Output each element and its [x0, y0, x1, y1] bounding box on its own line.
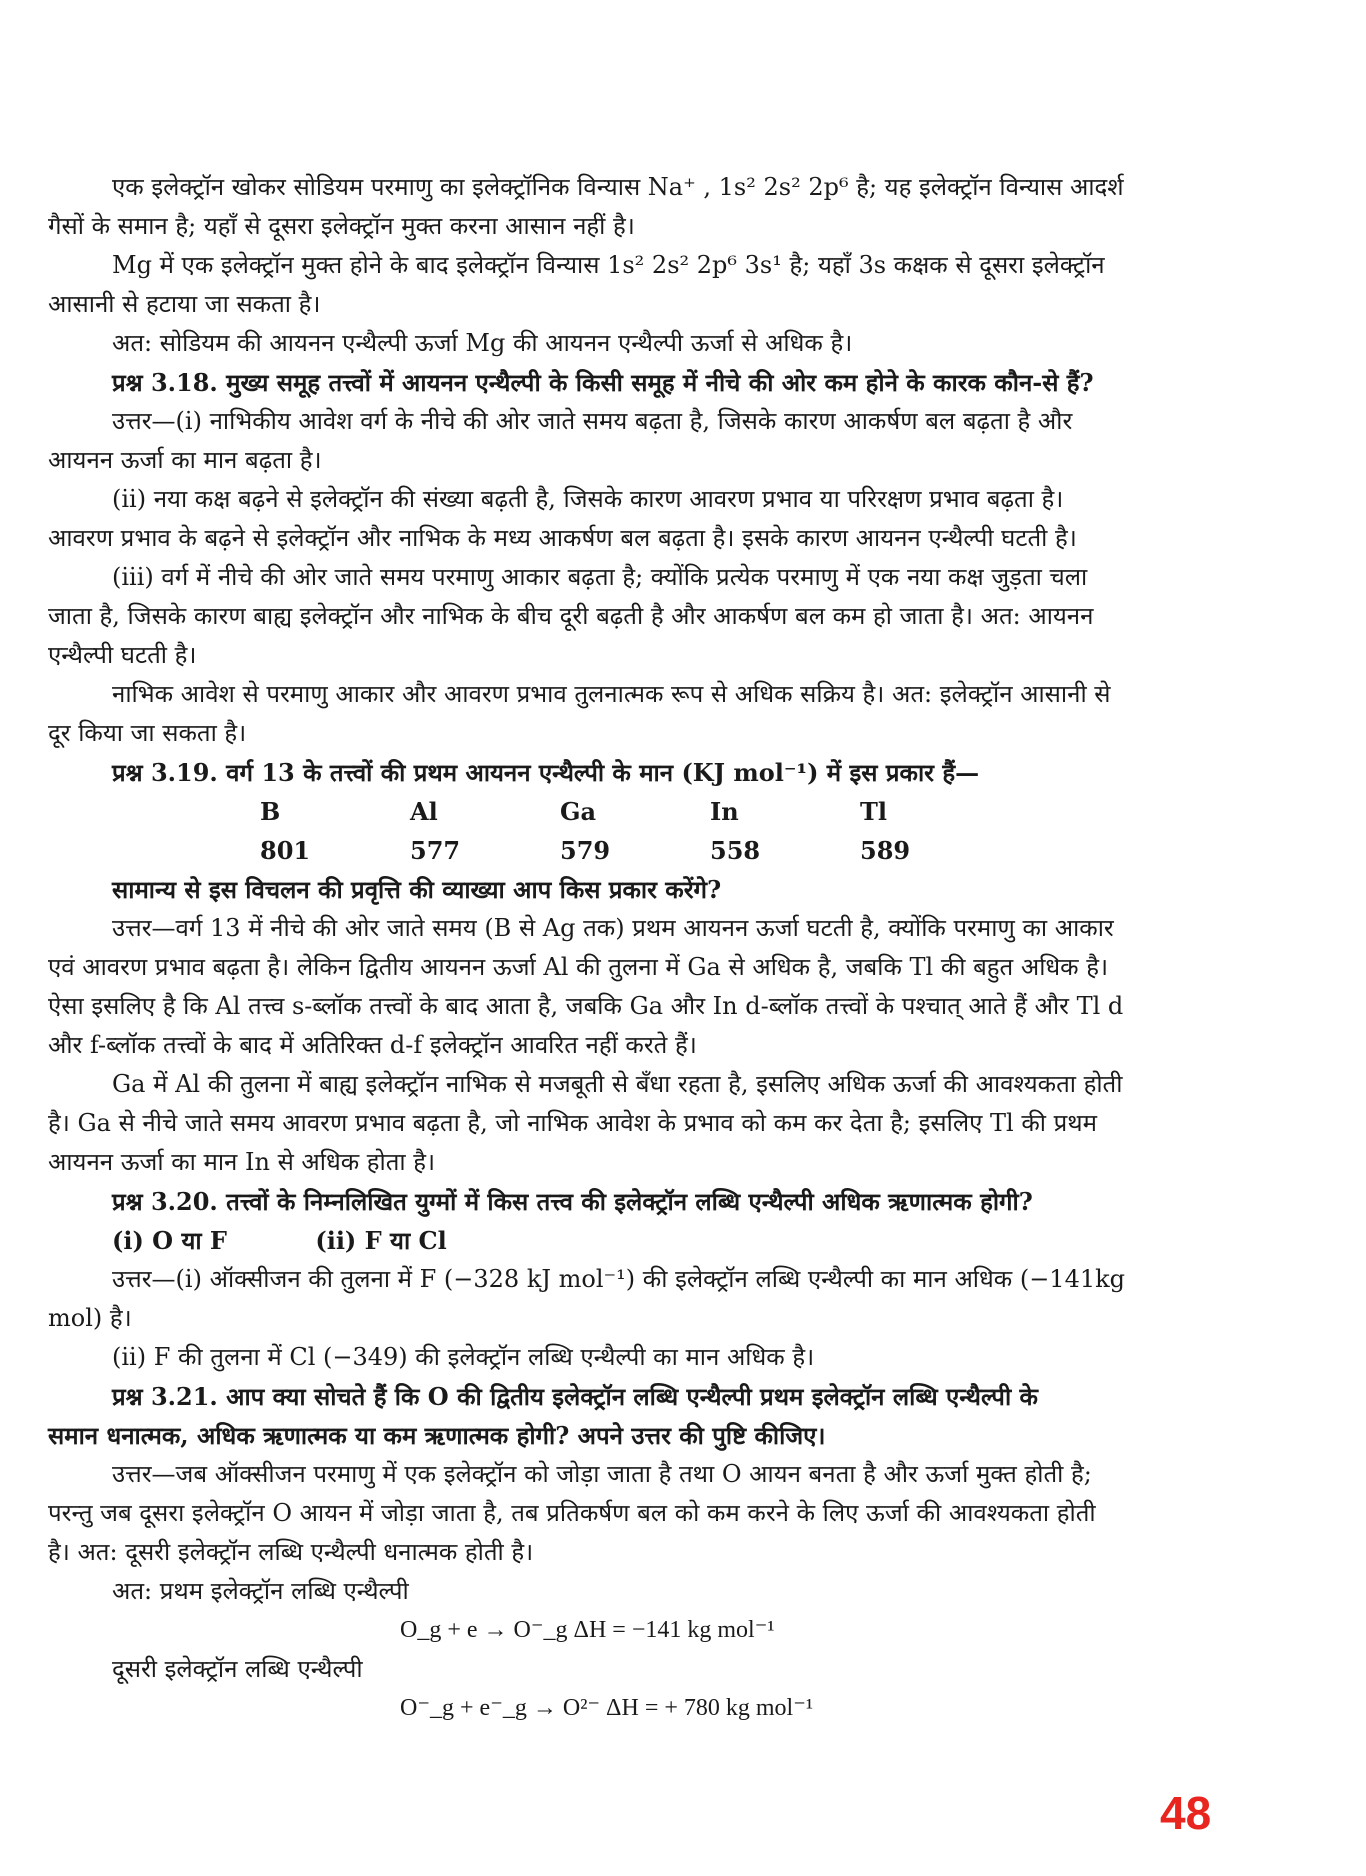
option-ii: (ii) F या Cl — [315, 1226, 447, 1255]
table-cell: 577 — [410, 836, 461, 865]
paragraph-line: गैसों के समान है; यहाँ से दूसरा इलेक्ट्रॉन मुक्त करना आसान नहीं है। — [48, 212, 635, 240]
table-cell: B — [260, 797, 281, 826]
table-cell: 558 — [710, 836, 761, 865]
answer-line: आयनन ऊर्जा का मान In से अधिक होता है। — [48, 1148, 436, 1176]
answer-line: और f-ब्लॉक तत्त्वों के बाद में अतिरिक्त d-f इलेक्ट्रॉन आवरित नहीं करते हैं। — [48, 1031, 697, 1059]
page-body — [48, 168, 1266, 1728]
answer-line: है। Ga से नीचे जाते समय आवरण प्रभाव बढ़ता है, जो नाभिक आवेश के प्रभाव को कम कर देता है; इसलिए Tl की प्रथम — [48, 1109, 1097, 1137]
answer-line: उत्तर—(i) नाभिकीय आवेश वर्ग के नीचे की ओर जाते समय बढ़ता है, जिसके कारण आकर्षण बल बढ़ता है और — [112, 407, 1073, 435]
table-cell: Ga — [560, 797, 597, 826]
question-options — [48, 1221, 1266, 1260]
question-3-21: प्रश्न 3.21. आप क्या सोचते हैं कि O की द्वितीय इलेक्ट्रॉन लब्धि एन्थैल्पी प्रथम इलेक्ट्रॉन लब्धि एन्थैल्पी के — [112, 1382, 1038, 1411]
answer-line: एवं आवरण प्रभाव बढ़ता है। लेकिन द्वितीय आयनन ऊर्जा Al की तुलना में Ga से अधिक है, जबकि Tl की बहुत अधिक है। — [48, 953, 1109, 981]
answer-line: दूसरी इलेक्ट्रॉन लब्धि एन्थैल्पी — [112, 1655, 363, 1683]
paragraph-line: अत: सोडियम की आयनन एन्थैल्पी ऊर्जा Mg की आयनन एन्थैल्पी ऊर्जा से अधिक है। — [112, 329, 853, 357]
question-3-19: प्रश्न 3.19. वर्ग 13 के तत्त्वों की प्रथम आयनन एन्थैल्पी के मान (KJ mol⁻¹) में इस प्रकार हैं— — [112, 758, 980, 787]
page-number: 48 — [1160, 1787, 1212, 1839]
answer-line: एन्थैल्पी घटती है। — [48, 641, 197, 669]
answer-line: (ii) नया कक्ष बढ़ने से इलेक्ट्रॉन की संख्या बढ़ती है, जिसके कारण आवरण प्रभाव या परिरक्षण प्रभाव बढ़ता है। — [112, 485, 1064, 513]
answer-line: उत्तर—वर्ग 13 में नीचे की ओर जाते समय (B से Ag तक) प्रथम आयनन ऊर्जा घटती है, क्योंकि परमाणु का आकार — [112, 914, 1114, 942]
answer-line: (ii) F की तुलना में Cl (−349) की इलेक्ट्रॉन लब्धि एन्थैल्पी का मान अधिक है। — [112, 1343, 815, 1371]
ionization-table — [260, 792, 1266, 870]
answer-line: ऐसा इसलिए है कि Al तत्त्व s-ब्लॉक तत्त्वों के बाद आता है, जबकि Ga और In d-ब्लॉक तत्त्वों के पश्चात् आते हैं और Tl d — [48, 992, 1124, 1020]
paragraph-line: Mg में एक इलेक्ट्रॉन मुक्त होने के बाद इलेक्ट्रॉन विन्यास 1s² 2s² 2p⁶ 3s¹ है; यहाँ 3s कक्षक से दूसरा इलेक्ट्रॉन — [112, 251, 1105, 279]
answer-line: जाता है, जिसके कारण बाह्य इलेक्ट्रॉन और नाभिक के बीच दूरी बढ़ती है और आकर्षण बल कम हो जाता है। अत: आयनन — [48, 602, 1094, 630]
answer-line: नाभिक आवेश से परमाणु आकार और आवरण प्रभाव तुलनात्मक रूप से अधिक सक्रिय है। अत: इलेक्ट्रॉन आसानी से — [112, 680, 1111, 708]
answer-line: दूर किया जा सकता है। — [48, 719, 247, 747]
paragraph-line: आसानी से हटाया जा सकता है। — [48, 290, 321, 318]
question-3-19-part-b: सामान्य से इस विचलन की प्रवृत्ति की व्याख्या आप किस प्रकार करेंगे? — [112, 875, 722, 904]
equation-first-electron-gain: O_g + e → O⁻_g ΔH = −141 kg mol⁻¹ — [400, 1617, 775, 1643]
answer-line: उत्तर—(i) ऑक्सीजन की तुलना में F (−328 kJ mol⁻¹) की इलेक्ट्रॉन लब्धि एन्थैल्पी का मान अधिक (−141kg — [112, 1265, 1126, 1293]
answer-line: (iii) वर्ग में नीचे की ओर जाते समय परमाणु आकार बढ़ता है; क्योंकि प्रत्येक परमाणु में एक नया कक्ष जुड़ता चला — [112, 563, 1088, 591]
answer-line: उत्तर—जब ऑक्सीजन परमाणु में एक इलेक्ट्रॉन को जोड़ा जाता है तथा O आयन बनता है और ऊर्जा मुक्त होती है; — [112, 1460, 1092, 1488]
answer-line: Ga में Al की तुलना में बाह्य इलेक्ट्रॉन नाभिक से मजबूती से बँधा रहता है, इसलिए अधिक ऊर्जा की आवश्यकता होती — [112, 1070, 1123, 1098]
option-i: (i) O या F — [112, 1226, 227, 1255]
question-3-20: प्रश्न 3.20. तत्त्वों के निम्नलिखित युग्मों में किस तत्त्व की इलेक्ट्रॉन लब्धि एन्थैल्पी अधिक ऋणात्मक होगी? — [112, 1187, 1033, 1216]
paragraph-line: एक इलेक्ट्रॉन खोकर सोडियम परमाणु का इलेक्ट्रॉनिक विन्यास Na⁺ , 1s² 2s² 2p⁶ है; यह इलेक्ट्रॉन विन्यास आदर्श — [112, 173, 1124, 201]
answer-line: आवरण प्रभाव के बढ़ने से इलेक्ट्रॉन और नाभिक के मध्य आकर्षण बल बढ़ता है। इसके कारण आयनन एन्थैल्पी घटती है। — [48, 524, 1077, 552]
answer-line: आयनन ऊर्जा का मान बढ़ता है। — [48, 446, 322, 474]
answer-line: mol) है। — [48, 1304, 132, 1332]
answer-line: है। अत: दूसरी इलेक्ट्रॉन लब्धि एन्थैल्पी धनात्मक होती है। — [48, 1538, 534, 1566]
table-cell: 589 — [860, 836, 911, 865]
answer-line: अत: प्रथम इलेक्ट्रॉन लब्धि एन्थैल्पी — [112, 1577, 409, 1605]
table-cell: In — [710, 797, 739, 826]
table-cell: Tl — [860, 797, 887, 826]
question-3-18: प्रश्न 3.18. मुख्य समूह तत्त्वों में आयनन एन्थैल्पी के किसी समूह में नीचे की ओर कम होने के कारक कौन-से हैं? — [112, 368, 1094, 397]
question-3-21-cont: समान धनात्मक, अधिक ऋणात्मक या कम ऋणात्मक होगी? अपने उत्तर की पुष्टि कीजिए। — [48, 1421, 826, 1450]
table-cell: 579 — [560, 836, 611, 865]
table-cell: 801 — [260, 836, 311, 865]
table-cell: Al — [410, 797, 438, 826]
equation-second-electron-gain: O⁻_g + e⁻_g → O²⁻ ΔH = + 780 kg mol⁻¹ — [400, 1695, 814, 1721]
answer-line: परन्तु जब दूसरा इलेक्ट्रॉन O आयन में जोड़ा जाता है, तब प्रतिकर्षण बल को कम करने के लिए ऊर्जा की आवश्यकता होती — [48, 1499, 1096, 1527]
